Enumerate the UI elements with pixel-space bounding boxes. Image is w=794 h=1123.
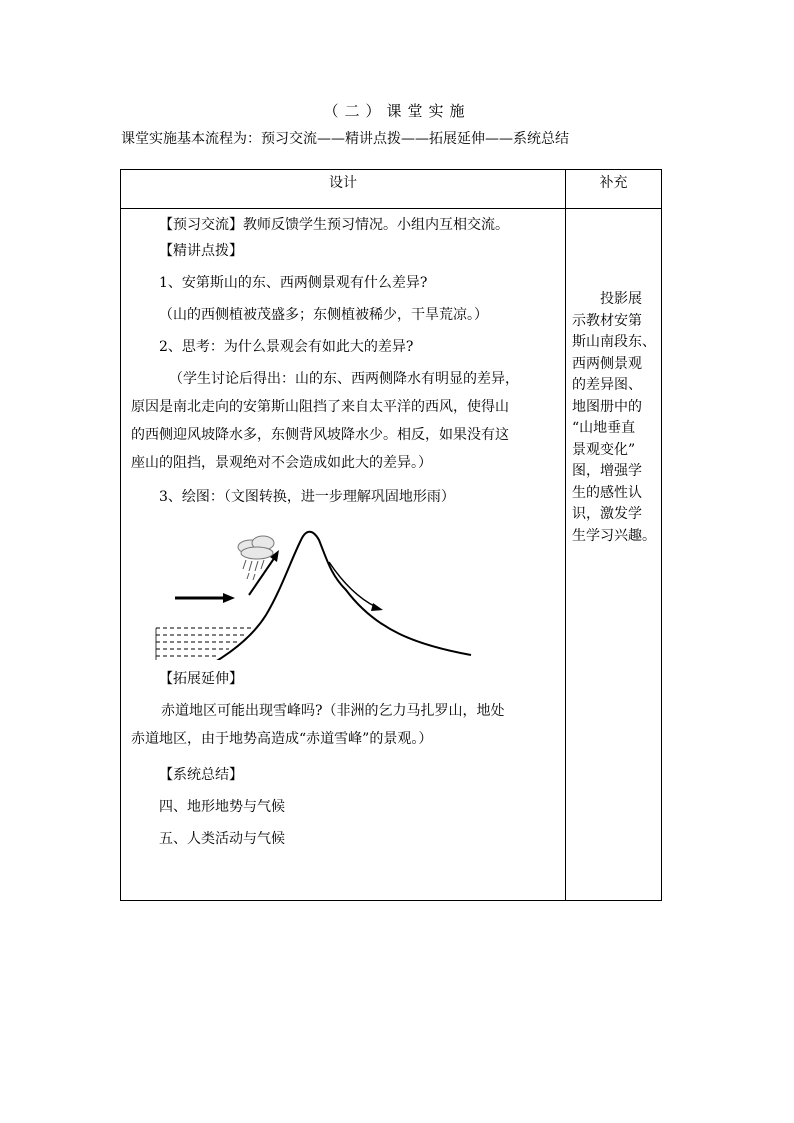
supplement-line: 投影展	[572, 291, 642, 307]
rain-cloud-icon	[238, 536, 274, 580]
summary-tag: 【系统总结】	[159, 767, 243, 783]
lesson-table	[120, 169, 662, 901]
flow-text: 课堂实施基本流程为：预习交流——精讲点拨——拓展延伸——系统总结	[121, 131, 569, 147]
answer-2-line: 的西侧迎风坡降水多，东侧背风坡降水少。相反，如果没有这	[131, 427, 509, 443]
supplement-line: “山地垂直	[572, 420, 636, 436]
header-supplement-label: 补充	[599, 175, 628, 191]
supplement-line: 的差异图、	[572, 377, 642, 393]
design-cell	[121, 209, 566, 901]
answer-2-line: 原因是南北走向的安第斯山阻挡了来自太平洋的西风，使得山	[131, 399, 509, 415]
supplement-line: 图，增强学	[572, 463, 642, 479]
question-2: 2、思考：为什么景观会有如此大的差异?	[159, 339, 414, 355]
mountain-profile	[151, 532, 471, 660]
sea-hatching	[156, 628, 253, 660]
answer-1: （山的西侧植被茂盛多；东侧植被稀少，干旱荒凉。）	[159, 307, 488, 323]
answer-2-line: 座山的阻挡，景观绝对不会造成如此大的差异。）	[131, 455, 432, 471]
descending-air-arrow	[329, 562, 383, 611]
supplement-text	[572, 289, 658, 547]
header-design	[121, 170, 566, 209]
supplement-line: 景观变化”	[572, 441, 636, 458]
preview-text: 教师反馈学生预习情况。小组内互相交流。	[243, 217, 509, 233]
supplement-line: 示教材安第	[572, 312, 642, 329]
extend-paragraph	[131, 697, 561, 753]
supplement-line: 西两侧景观	[572, 355, 642, 372]
question-3: 3、绘图：（文图转换，进一步理解巩固地形雨）	[159, 489, 455, 505]
section-title: （二）课堂实施	[323, 102, 471, 120]
supplement-line: 地图册中的	[572, 398, 642, 415]
header-design-label: 设计	[329, 175, 357, 191]
supplement-line: 生学习兴趣。	[572, 527, 656, 544]
extend-tag: 【拓展延伸】	[159, 671, 243, 687]
question-1: 1、安第斯山的东、西两侧景观有什么差异?	[159, 275, 428, 291]
supplement-line: 识，激发学	[572, 506, 642, 522]
orographic-rain-diagram	[151, 515, 481, 660]
summary-item-5: 五、人类活动与气候	[159, 831, 285, 847]
header-supplement	[566, 170, 662, 209]
preview-line	[159, 211, 509, 239]
supplement-line: 生的感性认	[572, 484, 642, 501]
supplement-cell	[566, 209, 662, 901]
supplement-line: 斯山南段东、	[572, 334, 656, 350]
extend-line: 赤道地区可能出现雪峰吗?（非洲的乞力马扎罗山，地处	[161, 703, 505, 719]
answer-2	[131, 365, 561, 477]
explain-tag: 【精讲点拨】	[159, 243, 243, 259]
extend-line: 赤道地区，由于地势高造成“赤道雪峰”的景观。）	[131, 731, 433, 747]
wind-arrow	[175, 593, 235, 603]
preview-tag: 【预习交流】	[159, 217, 243, 233]
answer-2-line: （学生讨论后得出：山的东、西两侧降水有明显的差异，	[169, 371, 519, 387]
summary-item-4: 四、地形地势与气候	[159, 799, 285, 815]
